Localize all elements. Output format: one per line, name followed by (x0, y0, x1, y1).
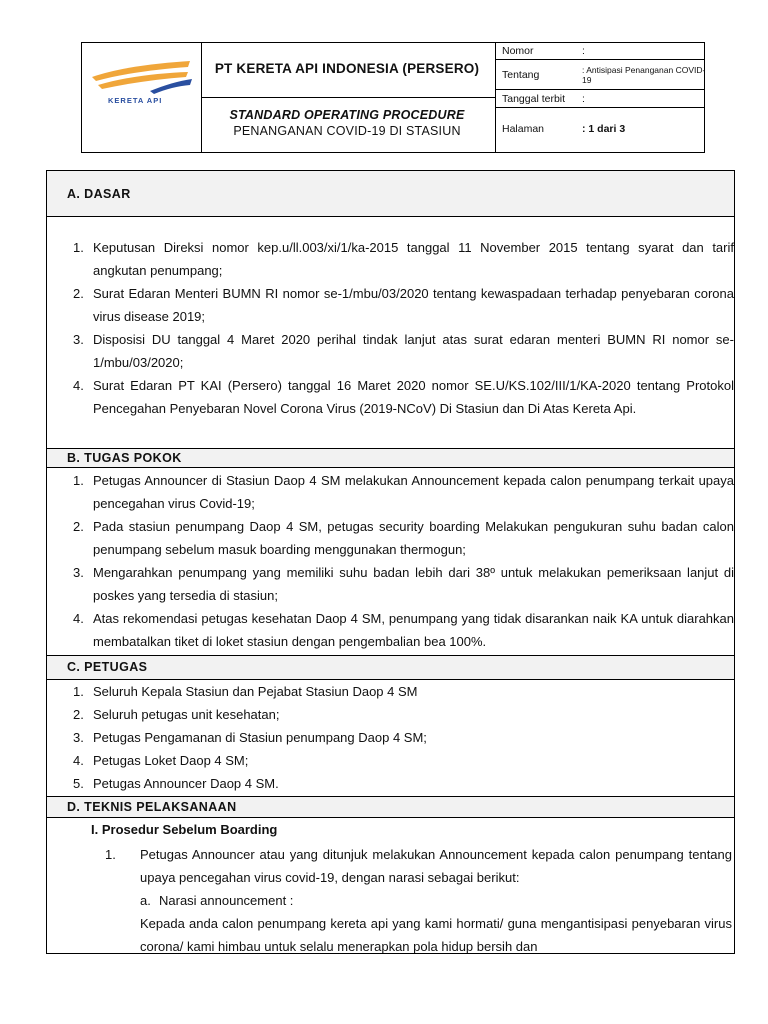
list-item: 1. Keputusan Direksi nomor kep.u/ll.003/xi/1/ka-2015 tanggal 11 November 2015 tentang syarat dan tarif angkutan penumpang; (73, 240, 734, 278)
sop-content (46, 170, 735, 954)
meta-nomor-value: : (582, 45, 585, 57)
section-a-title: A. DASAR (67, 187, 131, 201)
company-name: PT KERETA API INDONESIA (PERSERO) (214, 61, 480, 76)
section-b-title: B. TUGAS POKOK (67, 451, 182, 465)
logo-text: KERETA API (108, 96, 163, 105)
meta-tanggal-value: : (582, 93, 585, 105)
list-item: 4. Atas rekomendasi petugas kesehatan Daop 4 SM, penumpang yang tidak disarankan naik KA untuk diarahkan membatalkan tiket di loket stasiun dengan pengembalian bea 100%. (73, 611, 734, 649)
list-item: 4. Surat Edaran PT KAI (Persero) tanggal 16 Maret 2020 nomor SE.U/KS.102/III/1/KA-2020 tentang Protokol Pencegahan Penyebaran Novel Corona Virus (2019-NCoV) Di Stasiun dan Di Atas Kereta Api. (73, 378, 734, 416)
list-item (47, 843, 734, 889)
section-b-header (47, 448, 734, 468)
list-item: 2. Seluruh petugas unit kesehatan; (73, 707, 280, 722)
sop-title (202, 107, 492, 139)
list-item: 4. Petugas Loket Daop 4 SM; (73, 753, 249, 768)
document-header (81, 42, 705, 153)
sub-item-a (47, 889, 734, 912)
meta-halaman-label: Halaman (502, 123, 545, 135)
meta-halaman-value: : 1 dari 3 (582, 123, 626, 135)
section-a-header (47, 171, 734, 217)
header-divider (495, 59, 705, 60)
list-item: 1. Petugas Announcer di Stasiun Daop 4 SM melakukan Announcement kepada calon penumpang terkait upaya pencegahan virus Covid-19; (73, 473, 734, 511)
sop-title-line1: STANDARD OPERATING PROCEDURE (229, 108, 465, 122)
section-c-list (47, 680, 734, 795)
item-number: a. (140, 893, 151, 908)
section-d-title: D. TEKNIS PELAKSANAAN (67, 800, 237, 814)
meta-tanggal-label: Tanggal terbit (502, 93, 566, 105)
header-divider (495, 89, 705, 90)
list-item: 3. Disposisi DU tanggal 4 Maret 2020 perihal tindak lanjut atas surat edaran menteri BUMN RI nomor se-1/mbu/03/2020; (73, 332, 734, 370)
sop-title-line2: PENANGANAN COVID-19 DI STASIUN (233, 124, 461, 138)
list-item: 5. Petugas Announcer Daop 4 SM. (73, 776, 279, 791)
list-item: 2. Surat Edaran Menteri BUMN RI nomor se-1/mbu/03/2020 tentang kewaspadaan terhadap penyebaran corona virus disease 2019; (73, 286, 734, 324)
narasi-text: Kepada anda calon penumpang kereta api yang kami hormati/ guna mengantisipasi penyebaran virus corona/ kami himbau untuk selalu menerapkan pola hidup bersih dan (140, 916, 732, 954)
section-b-list (47, 469, 734, 653)
kereta-api-logo (90, 55, 194, 105)
header-divider (201, 97, 495, 98)
list-item: 3. Petugas Pengamanan di Stasiun penumpang Daop 4 SM; (73, 730, 427, 745)
item-number: 1. (105, 847, 116, 862)
section-d-subtitle: I. Prosedur Sebelum Boarding (91, 822, 278, 837)
header-divider (495, 107, 705, 108)
list-item: 1. Seluruh Kepala Stasiun dan Pejabat Stasiun Daop 4 SM (73, 684, 418, 699)
section-a-list (47, 236, 734, 420)
meta-tentang-label: Tentang (502, 69, 540, 81)
section-d-header (47, 796, 734, 818)
list-item: 2. Pada stasiun penumpang Daop 4 SM, petugas security boarding Melakukan pengukuran suhu badan calon penumpang sebelum masuk boarding menggunakan thermogun; (73, 519, 734, 557)
narasi-label: Narasi announcement : (159, 893, 294, 908)
item-text: Petugas Announcer atau yang ditunjuk melakukan Announcement kepada calon penumpang tentang upaya pencegahan virus covid-19, dengan narasi sebagai berikut: (140, 847, 732, 885)
section-c-title: C. PETUGAS (67, 660, 148, 674)
meta-tentang-value: : Antisipasi Penanganan COVID-19 (582, 65, 706, 85)
meta-nomor-label: Nomor (502, 45, 534, 57)
section-c-header (47, 655, 734, 680)
list-item: 3. Mengarahkan penumpang yang memiliki suhu badan lebih dari 38º untuk melakukan pemeriksaan lanjut di poskes yang tersedia di stasiun; (73, 565, 734, 603)
